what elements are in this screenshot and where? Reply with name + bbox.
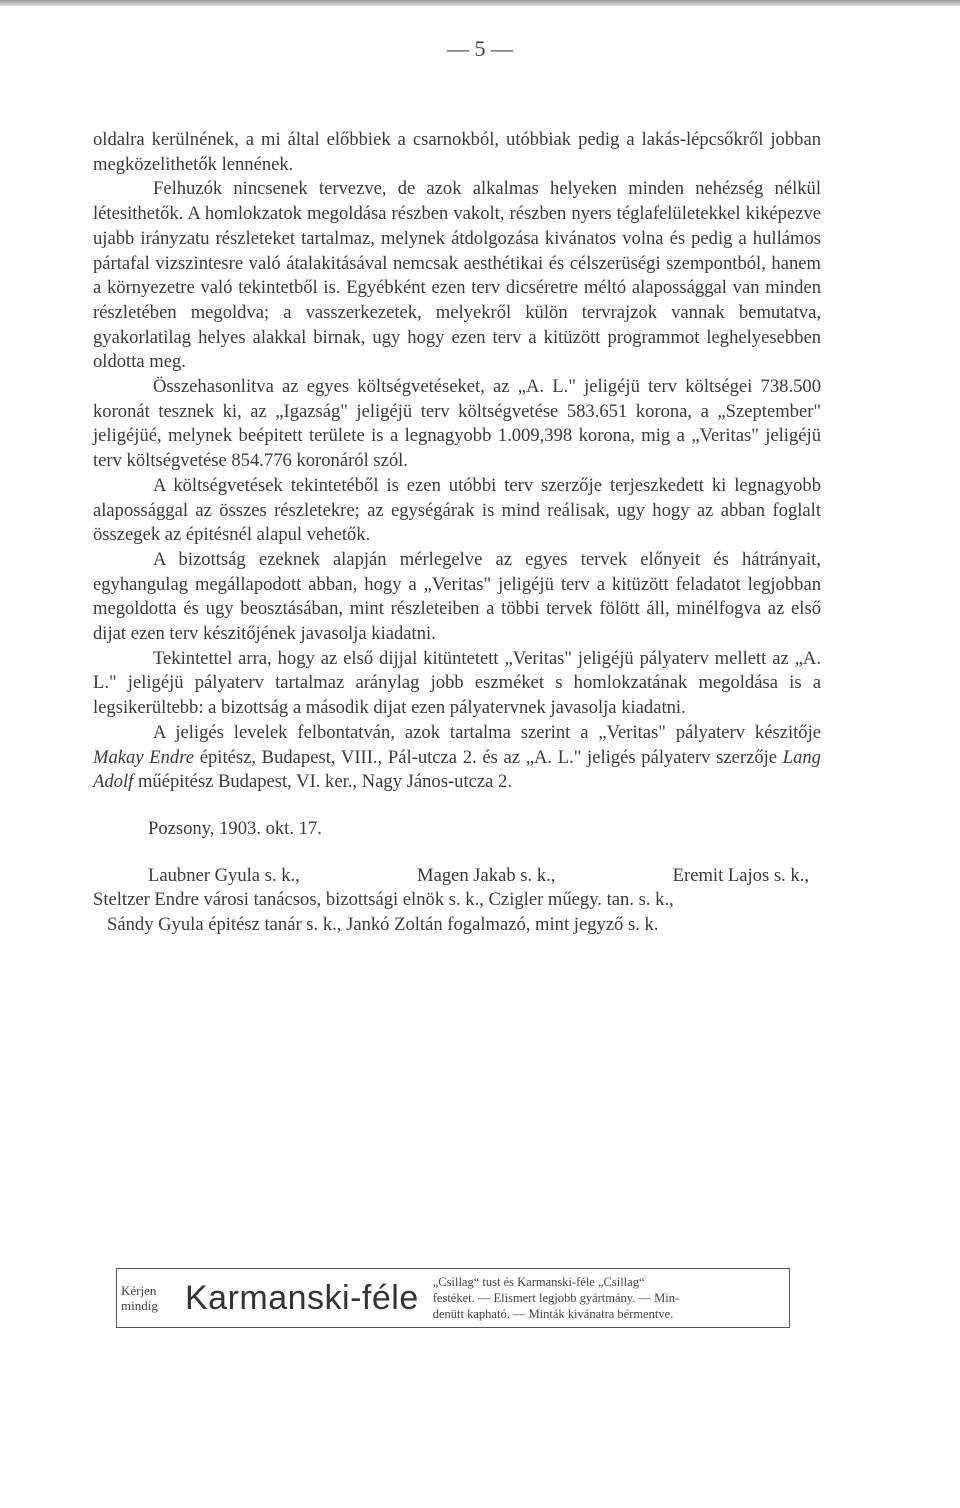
place-date: Pozsony, 1903. okt. 17. [148, 817, 322, 839]
ad-line: „Csillag“ tust és Karmanski-féle „Csillag“ [432, 1275, 645, 1289]
envelope-paragraph [93, 721, 821, 795]
advertisement-box [116, 1268, 790, 1328]
architect-name: Makay Endre [93, 746, 195, 768]
paragraph: Tekintettel arra, hogy az első dijjal kitüntetett „Veritas" jeligéjü pályaterv mellett az „A. L." jeligéjü pályaterv tartalmaz aránylag jobb eszméket s homlokzatának megoldása is a legsikerültebb: a bizottság a második dijat ezen pályatervnek javasolja kiadatni. [93, 647, 821, 719]
ad-line: festéket. — Elismert legjobb gyártmány. — Min- [432, 1291, 680, 1305]
top-edge-shading [0, 0, 960, 6]
text-fragment: műépitész Budapest, VI. ker., Nagy János-utcza 2. [133, 771, 512, 793]
paragraph: Összehasonlitva az egyes költségvetéseket, az „A. L." jeligéjü terv költségei 738.500 koronát tesznek ki, az „Igazság" jeligéjü terv költségvetése 583.651 korona, a „Szeptember" jeligéjüé, melynek beépitett területe is a legnagyobb 1.009,398 korona, mig a „Veritas" jeligéjü terv költségvetése 854.776 koronáról szól. [93, 376, 821, 472]
signature-line: Sándy Gyula épitész tanár s. k., Jankó Zoltán fogalmazó, mint jegyző s. k. [107, 914, 659, 936]
paragraph: oldalra kerülnének, a mi által előbbiek a csarnokból, utóbbiak pedig a lakás-lépcsőkről jobban megközelithetők lennének. [93, 129, 821, 175]
paragraph: A költségvetések tekintetéből is ezen utóbbi terv szerzője terjeszkedett ki legnagyobb alapossággal az összes részletekre; az egységárak is mind reálisak, ugy hogy az abban foglalt összegek az épitésnél alapul vehetők. [93, 474, 821, 546]
signature: Magen Jakab s. k., [417, 864, 556, 886]
text-fragment: épitész, Budapest, VIII., Pál-utcza 2. és az „A. L." jeligés pályaterv szerzője [194, 746, 783, 768]
paragraph: Felhuzók nincsenek tervezve, de azok alkalmas helyeken minden nehézség nélkül létesithetők. A homlokzatok megoldása részben vakolt, részben nyers téglafelületekkel kiképezve ujabb irányzatu részleteket tartalmaz, melynek átdolgozása kivánatos volna és pedig a hullámos pártafal vizszintesre való átalakitásával nemcsak aesthétikai és célszerüségi szempontból, hanem a környezetre való tekintetből is. Egyébként ezen terv dicséretre méltó alapossággal van minden részletében megoldva; a vasszerkezetek, melyekről külön tervrajzok vannak bemutatva, gyakorlatilag helyes alakkal birnak, ugy hogy ezen terv a kitüzött programmot leghelyesebben oldotta meg. [93, 178, 821, 373]
ad-brand-name: Karmanski-féle [185, 1278, 419, 1317]
page-number: — 5 — [447, 36, 513, 61]
ad-left-line: Kérjen [121, 1283, 157, 1298]
architect-name: Lang Adolf [93, 746, 821, 793]
signature-line: Steltzer Endre városi tanácsos, bizottsági elnök s. k., Czigler műegy. tan. s. k., [93, 889, 674, 911]
ad-description [433, 1274, 789, 1322]
signature-line [93, 864, 821, 889]
paragraph: A bizottság ezeknek alapján mérlegelve az egyes tervek előnyeit és hátrányait, egyhangulag megállapodott abban, hogy a „Veritas" jeligéjü terv a kitüzött feladatot legjobban megoldotta és ugy beosztásában, mint részleteiben a többi tervek fölött áll, minélfogva az első dijat ezen terv készitőjének javasolja kiadatni. [93, 548, 821, 645]
text-fragment: A jeligés levelek felbontatván, azok tartalma szerint a „Veritas" pályaterv készitője [153, 721, 821, 743]
signature: Laubner Gyula s. k., [148, 864, 300, 886]
signature: Eremit Lajos s. k., [672, 864, 809, 886]
ad-left-text [117, 1283, 181, 1313]
document-body [93, 128, 821, 938]
ad-line: denütt kapható. — Minták kivánatra bérmentve. [432, 1307, 674, 1321]
ad-left-line: mindig [121, 1298, 158, 1313]
